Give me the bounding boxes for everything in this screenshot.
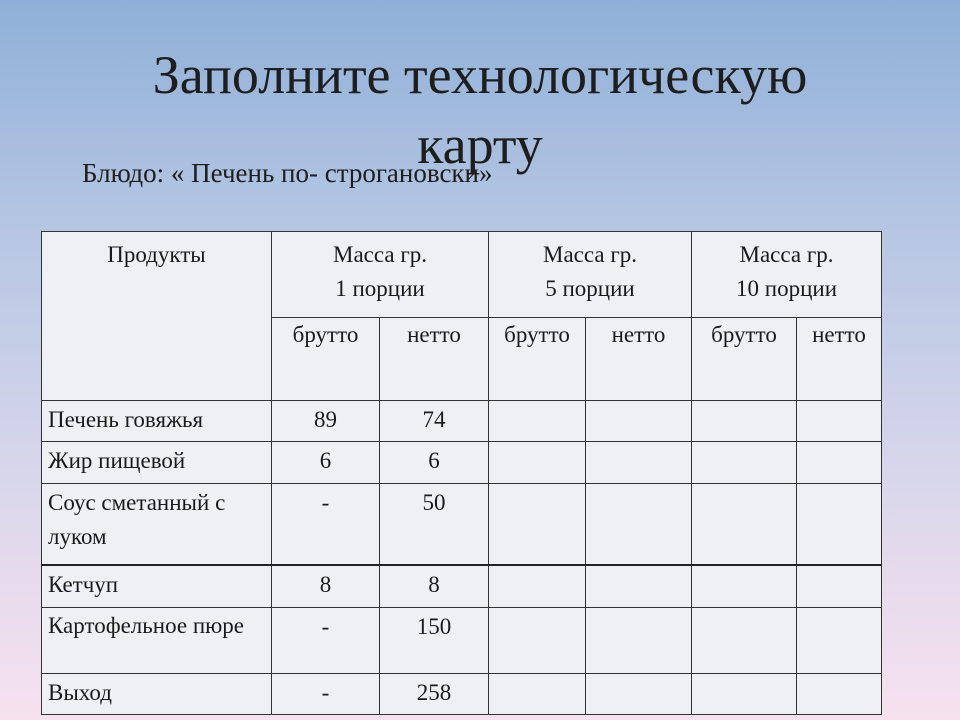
table-row [42, 608, 882, 674]
product-name: Кетчуп [42, 565, 272, 608]
slide-title-line2: карту [417, 115, 543, 175]
mass-5-brutto [489, 565, 586, 608]
mass-1-brutto: 6 [272, 442, 380, 484]
tech-card-table [41, 231, 882, 715]
header-group-1-portion [272, 232, 489, 318]
mass-1-netto: 50 [380, 484, 489, 566]
mass-1-netto: 258 [380, 674, 489, 715]
mass-5-brutto [489, 674, 586, 715]
mass-5-netto [586, 442, 692, 484]
mass-5-netto [586, 484, 692, 566]
mass-10-netto [797, 484, 882, 566]
header-group-line2: 10 порции [736, 276, 837, 301]
mass-1-brutto: - [272, 608, 380, 674]
mass-10-netto [797, 674, 882, 715]
header-group-line1: Масса гр. [739, 242, 834, 267]
header-group-line1: Масса гр. [333, 242, 427, 267]
table-row [42, 401, 882, 442]
mass-10-brutto [692, 484, 797, 566]
product-name: Картофельное пюре [42, 608, 272, 674]
mass-10-brutto [692, 608, 797, 674]
mass-5-brutto [489, 608, 586, 674]
mass-1-brutto: - [272, 484, 380, 566]
header-group-line2: 1 порции [335, 276, 425, 301]
header-brutto: брутто [692, 318, 797, 401]
mass-5-brutto [489, 442, 586, 484]
header-brutto: брутто [489, 318, 586, 401]
header-group-10-portions [692, 232, 882, 318]
header-brutto: брутто [272, 318, 380, 401]
header-netto: нетто [380, 318, 489, 401]
mass-1-brutto: 89 [272, 401, 380, 442]
mass-5-netto [586, 565, 692, 608]
mass-1-netto: 150 [380, 608, 489, 674]
mass-5-netto [586, 608, 692, 674]
dish-subtitle: Блюдо: « Печень по- строгановски» [82, 158, 493, 188]
header-group-line2: 5 порции [545, 276, 635, 301]
mass-10-netto [797, 401, 882, 442]
header-products: Продукты [42, 232, 272, 401]
mass-1-netto: 6 [380, 442, 489, 484]
mass-10-netto [797, 442, 882, 484]
mass-10-netto [797, 608, 882, 674]
product-name: Печень говяжья [42, 401, 272, 442]
header-netto: нетто [586, 318, 692, 401]
mass-1-netto: 8 [380, 565, 489, 608]
mass-1-brutto: - [272, 674, 380, 715]
slide-title-line1: Заполните технологическую [152, 45, 808, 105]
table-row [42, 674, 882, 715]
mass-5-netto [586, 674, 692, 715]
mass-5-brutto [489, 401, 586, 442]
mass-1-brutto: 8 [272, 565, 380, 608]
mass-10-brutto [692, 442, 797, 484]
table-row [42, 442, 882, 484]
table-row [42, 565, 882, 608]
product-name: Жир пищевой [42, 442, 272, 484]
mass-10-brutto [692, 674, 797, 715]
mass-10-brutto [692, 401, 797, 442]
header-netto: нетто [797, 318, 882, 401]
mass-1-netto: 74 [380, 401, 489, 442]
header-group-line1: Масса гр. [543, 242, 637, 267]
header-group-5-portions [489, 232, 692, 318]
mass-5-brutto [489, 484, 586, 566]
table-row [42, 484, 882, 566]
mass-10-brutto [692, 565, 797, 608]
product-name: Выход [42, 674, 272, 715]
mass-5-netto [586, 401, 692, 442]
product-name: Соус сметанный с луком [42, 484, 272, 566]
mass-10-netto [797, 565, 882, 608]
